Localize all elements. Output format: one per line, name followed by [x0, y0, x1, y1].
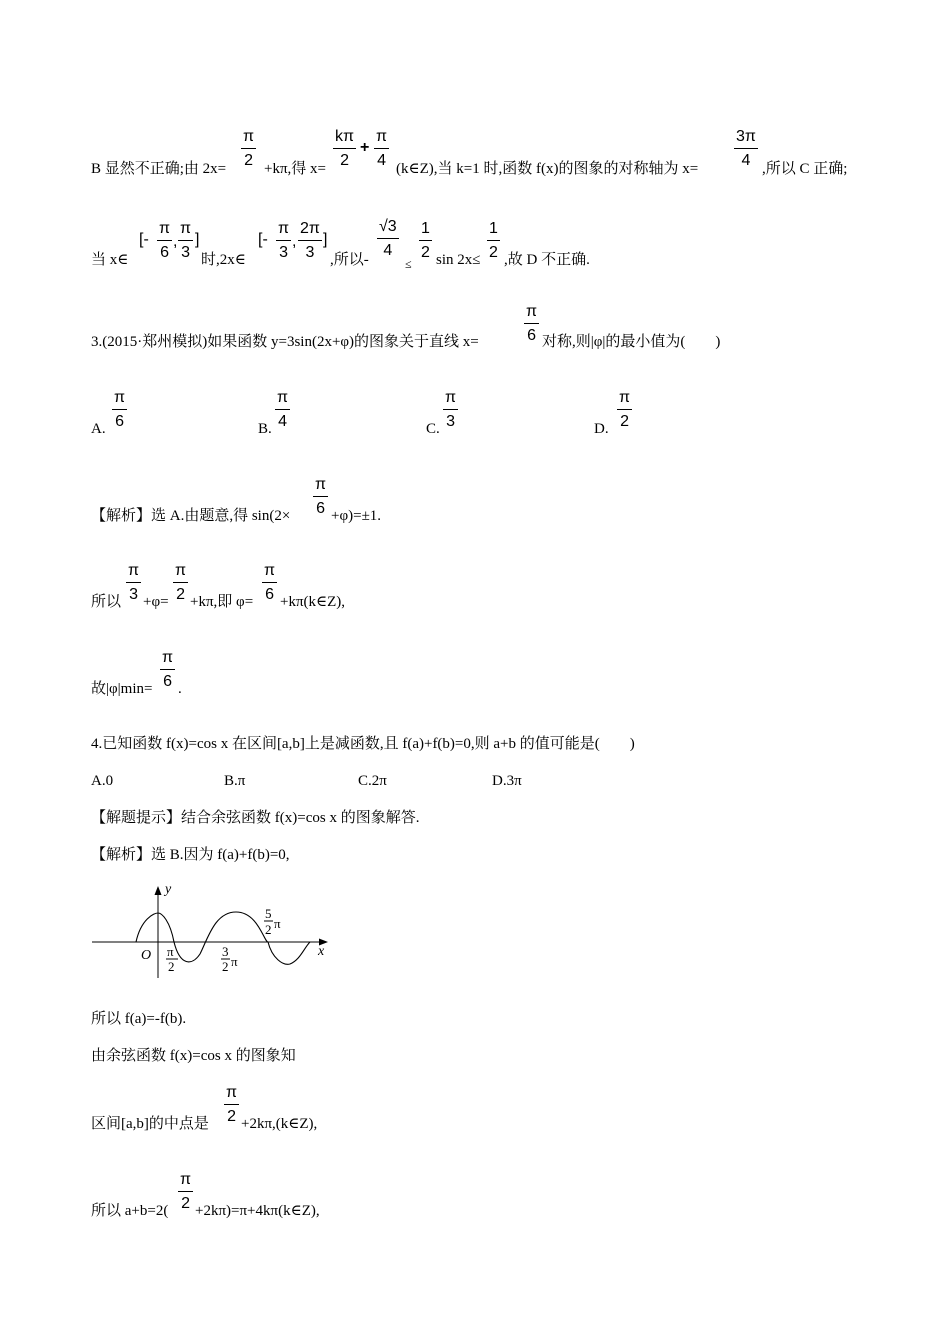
bracket-right: ] [323, 231, 328, 248]
q3-stem-1: 3.(2015·郑州模拟)如果函数 y=3sin(2x+φ)的图象关于直线 x= [91, 334, 479, 350]
q3-solution-1b: +φ)=±1. [331, 508, 382, 524]
comma: , [292, 233, 297, 250]
svg-text:π: π [274, 916, 281, 931]
fraction-pi-over-6: π 6 [159, 220, 171, 261]
fraction-1-over-2: 1 2 [489, 220, 498, 261]
text-line-d-5: sin 2x≤ [436, 252, 481, 268]
origin-label: O [141, 948, 152, 963]
bracket-left: [- [258, 231, 268, 248]
fraction-1-over-2: 1 2 [421, 220, 430, 261]
text-line-d-2: 时,2x∈ [201, 252, 246, 268]
svg-text:π: π [231, 954, 238, 969]
q3-option-a: A. [91, 421, 106, 437]
text-line-b-4: ,所以 C 正确; [762, 161, 848, 177]
q4-solution-2: 所以 f(a)=-f(b). [91, 1011, 187, 1027]
fraction-pi-over-4: π 4 [376, 128, 388, 169]
q3-solution-3b: . [178, 681, 182, 697]
q4-option-d: D.3π [492, 773, 522, 789]
fraction-pi-over-3: π 3 [128, 562, 140, 603]
q3-solution-2d: +kπ(k∈Z), [280, 594, 346, 610]
q4-option-b: B.π [224, 773, 246, 789]
svg-text:2: 2 [265, 922, 272, 937]
fraction-pi-over-2: π 2 [180, 1171, 192, 1212]
cosine-graph [88, 876, 338, 984]
q3-solution-1a: 【解析】选 A.由题意,得 sin(2× [91, 508, 291, 524]
q3-option-b: B. [258, 421, 272, 437]
q3-solution-2a: 所以 [91, 594, 122, 610]
fraction-pi-over-6: π 6 [162, 649, 174, 690]
svg-text:5: 5 [265, 906, 272, 921]
text-line-b-2: +kπ,得 x= [264, 161, 326, 177]
q4-stem: 4.已知函数 f(x)=cos x 在区间[a,b]上是减函数,且 f(a)+f(b)=0,则 a+b 的值可能是( ) [91, 736, 635, 752]
q4-solution-5b: +2kπ)=π+4kπ(k∈Z), [195, 1203, 320, 1219]
q3-solution-2c: +kπ,即 φ= [190, 594, 254, 610]
bracket-left: [- [139, 231, 149, 248]
fraction-sqrt3-over-4: √3 4 [379, 218, 397, 259]
fraction-kpi-over-2: kπ 2 [335, 128, 355, 169]
plus-sign: + [360, 139, 370, 156]
fraction-pi-over-6: π 6 [526, 303, 538, 344]
q4-solution-4b: +2kπ,(k∈Z), [241, 1116, 318, 1132]
q4-solution-3: 由余弦函数 f(x)=cos x 的图象知 [91, 1048, 296, 1064]
text-line-d-3: ,所以- [330, 252, 369, 268]
fraction-3pi-over-4: 3π 4 [736, 128, 756, 169]
svg-text:2: 2 [222, 959, 229, 974]
y-axis-label: y [165, 882, 172, 897]
text-line-b-3: (k∈Z),当 k=1 时,函数 f(x)的图象的对称轴为 x= [396, 161, 699, 177]
fraction-pi-over-2: π 2 [243, 128, 255, 169]
fraction-pi-over-3: π 3 [180, 220, 192, 261]
q4-option-c: C.2π [358, 773, 387, 789]
tick-label-5pi-over-2 [264, 906, 281, 937]
bracket-right: ] [195, 231, 200, 248]
q3-option-d: D. [594, 421, 609, 437]
q4-solution-5a: 所以 a+b=2( [91, 1203, 169, 1219]
q3-option-c: C. [426, 421, 440, 437]
q4-solution-4a: 区间[a,b]的中点是 [91, 1116, 209, 1132]
fraction-pi-over-2: π 2 [226, 1084, 238, 1125]
fraction-2pi-over-3: 2π 3 [300, 220, 320, 261]
text-line-d-4: ≤ [405, 257, 412, 271]
fraction-pi-over-3: π 3 [445, 389, 457, 430]
svg-text:3: 3 [222, 944, 229, 959]
q4-option-a: A.0 [91, 773, 114, 789]
fraction-pi-over-2: π 2 [175, 562, 187, 603]
q4-solution-1: 【解析】选 B.因为 f(a)+f(b)=0, [91, 847, 290, 863]
x-axis-label: x [318, 944, 325, 959]
fraction-pi-over-2: π 2 [619, 389, 631, 430]
comma: , [173, 233, 178, 250]
fraction-pi-over-3: π 3 [278, 220, 290, 261]
svg-text:2: 2 [168, 959, 175, 974]
fraction-pi-over-6: π 6 [315, 476, 327, 517]
svg-text:π: π [167, 944, 174, 959]
fraction-pi-over-4: π 4 [277, 389, 289, 430]
q3-solution-2b: +φ= [143, 594, 169, 610]
fraction-pi-over-6: π 6 [114, 389, 126, 430]
q3-stem-2: 对称,则|φ|的最小值为( ) [542, 334, 721, 350]
q4-hint: 【解题提示】结合余弦函数 f(x)=cos x 的图象解答. [91, 810, 420, 826]
text-line-b-1: B 显然不正确;由 2x= [91, 161, 227, 177]
text-line-d-6: ,故 D 不正确. [504, 252, 590, 268]
tick-label-3pi-over-2 [221, 944, 238, 974]
y-axis-arrow [155, 886, 162, 895]
q3-solution-3a: 故|φ|min= [91, 681, 153, 697]
fraction-pi-over-6: π 6 [264, 562, 276, 603]
text-line-d-1: 当 x∈ [91, 252, 129, 268]
